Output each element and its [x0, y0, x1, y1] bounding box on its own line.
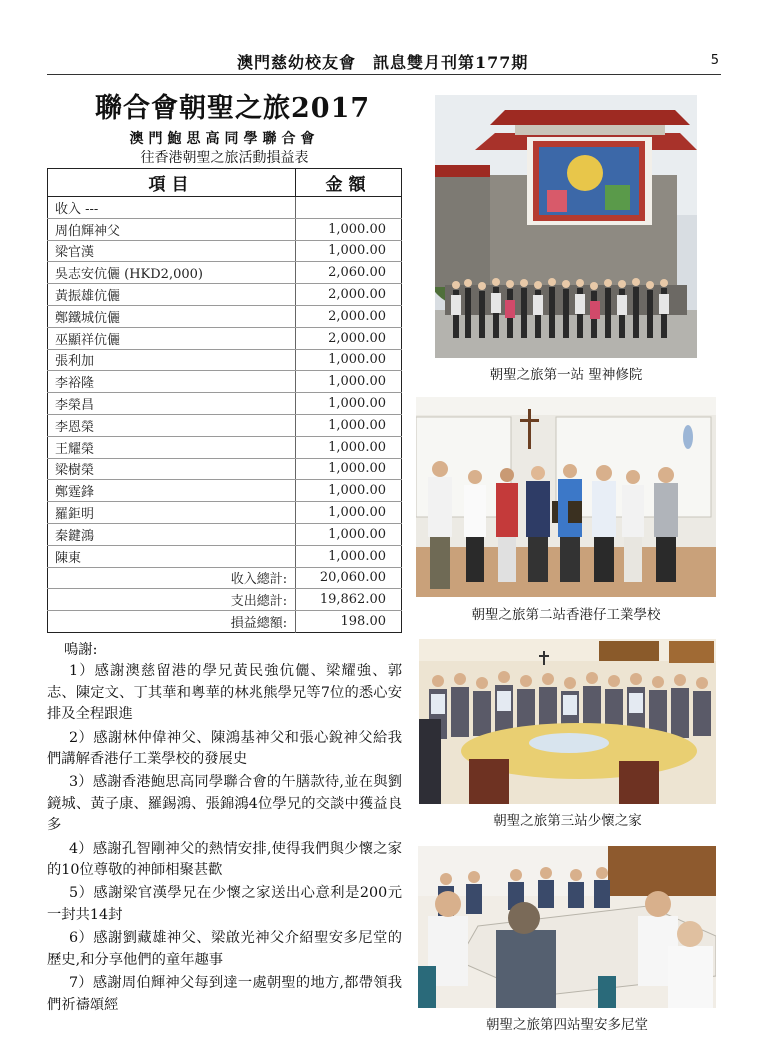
donation-amount: 1,000.00 — [296, 218, 402, 240]
article-title: 聯合會朝聖之旅2017 — [95, 93, 371, 124]
section-label: 收入 --- — [48, 197, 296, 219]
dining-illustration — [419, 639, 716, 804]
acknowledgement-item: 1）感謝澳慈留港的學兄黃民強伉儷、梁耀強、郭志、陳定文、丁其華和粵華的林兆熊學兄等7位的悉心安排及全程跟進 — [47, 663, 402, 723]
donation-amount: 1,000.00 — [296, 545, 402, 567]
donor-name: 黃振雄伉儷 — [48, 284, 296, 306]
donation-amount: 1,000.00 — [296, 523, 402, 545]
photo-caption: 朝聖之旅第一站 聖神修院 — [489, 367, 643, 383]
total-row — [48, 567, 402, 589]
donation-amount: 1,000.00 — [296, 393, 402, 415]
acknowledgement-item: 4）感謝孔智剛神父的熱情安排,使得我們與少懷之家的10位尊敬的神師相聚甚歡 — [47, 840, 402, 879]
donor-name: 巫顯祥伉儷 — [48, 327, 296, 349]
total-expense-amount: 19,862.00 — [296, 589, 402, 611]
total-row — [48, 611, 402, 633]
photo-meeting-group — [418, 846, 716, 1008]
donation-amount: 1,000.00 — [296, 480, 402, 502]
column-header-amount: 金額 — [296, 169, 402, 197]
table-row — [48, 480, 402, 502]
donation-amount: 1,000.00 — [296, 349, 402, 371]
page-number: 5 — [710, 53, 719, 68]
table-row — [48, 393, 402, 415]
school-illustration — [416, 397, 716, 597]
donor-name: 鄭鐵城伉儷 — [48, 305, 296, 327]
donation-amount: 1,000.00 — [296, 414, 402, 436]
donation-amount: 1,000.00 — [296, 502, 402, 524]
donor-name: 李裕隆 — [48, 371, 296, 393]
table-row — [48, 414, 402, 436]
table-row — [48, 284, 402, 306]
income-statement-table — [47, 168, 402, 633]
donor-name: 鄭霆鋒 — [48, 480, 296, 502]
net-result-amount: 198.00 — [296, 611, 402, 633]
table-row — [48, 218, 402, 240]
donor-name: 李榮昌 — [48, 393, 296, 415]
acknowledgement-item: 6）感謝劉藏雄神父、梁啟光神父介紹聖安多尼堂的歷史,和分享他們的童年趣事 — [47, 930, 402, 968]
donation-amount: 2,060.00 — [296, 262, 402, 284]
donation-amount: 1,000.00 — [296, 240, 402, 262]
donor-name: 李恩榮 — [48, 414, 296, 436]
table-row — [48, 371, 402, 393]
empty-cell — [296, 197, 402, 219]
donor-name: 秦鍵鴻 — [48, 523, 296, 545]
acknowledgement-item: 2）感謝林仲偉神父、陳鴻基神父和張心銳神父給我們講解香港仔工業學校的發展史 — [47, 729, 402, 768]
column-header-item: 項目 — [48, 169, 296, 197]
table-row — [48, 305, 402, 327]
table-row — [48, 327, 402, 349]
table-row — [48, 436, 402, 458]
photo-school-group — [416, 397, 716, 597]
page-header — [47, 50, 721, 75]
donor-name: 羅鉅明 — [48, 502, 296, 524]
donor-name: 張利加 — [48, 349, 296, 371]
newsletter-title: 澳門慈幼校友會 訊息雙月刊第177期 — [237, 53, 529, 72]
organization-name: 澳門鮑思高同學聯合會 — [129, 131, 320, 147]
donation-amount: 2,000.00 — [296, 284, 402, 306]
acknowledgement-item: 3）感謝香港鮑思高同學聯合會的午膳款待,並在與劉鏡城、黃子康、羅錫鴻、張錦鴻4位學兄的交談中獲益良多 — [47, 774, 402, 834]
table-row — [48, 458, 402, 480]
photo-seminary-group — [435, 95, 697, 358]
statement-title: 往香港朝聖之旅活動損益表 — [140, 150, 309, 166]
donation-amount: 1,000.00 — [296, 458, 402, 480]
donation-amount: 2,000.00 — [296, 305, 402, 327]
donor-name: 梁官漢 — [48, 240, 296, 262]
acknowledgement-item: 5）感謝梁官漢學兄在少懷之家送出心意利是200元一封共14封 — [47, 885, 402, 923]
total-expense-label: 支出總計: — [48, 589, 296, 611]
table-row — [48, 262, 402, 284]
donor-name: 陳東 — [48, 545, 296, 567]
total-income-label: 收入總計: — [48, 567, 296, 589]
donor-name: 周伯輝神父 — [48, 218, 296, 240]
donation-amount: 2,000.00 — [296, 327, 402, 349]
donor-name: 王耀榮 — [48, 436, 296, 458]
table-row — [48, 240, 402, 262]
seminary-illustration — [435, 95, 697, 358]
acknowledgements — [47, 640, 402, 1018]
meeting-illustration — [418, 846, 716, 1008]
acknowledgements-heading: 鳴謝: — [64, 642, 98, 658]
acknowledgement-item: 7）感謝周伯輝神父每到達一處朝聖的地方,都帶領我們祈禱頌經 — [47, 975, 402, 1013]
table-row — [48, 523, 402, 545]
donor-name: 梁樹榮 — [48, 458, 296, 480]
donation-amount: 1,000.00 — [296, 371, 402, 393]
net-result-label: 損益總額: — [230, 616, 288, 632]
table-row — [48, 197, 402, 219]
table-header-row — [48, 169, 402, 197]
table-row — [48, 349, 402, 371]
table-row — [48, 545, 402, 567]
photo-caption: 朝聖之旅第四站聖安多尼堂 — [486, 1017, 648, 1033]
donation-amount: 1,000.00 — [296, 436, 402, 458]
total-row — [48, 589, 402, 611]
photo-dining-group — [419, 639, 716, 804]
table-row — [48, 502, 402, 524]
photo-caption: 朝聖之旅第二站香港仔工業學校 — [471, 607, 661, 623]
donor-name: 吳志安伉儷 (HKD2,000) — [48, 262, 296, 284]
photo-caption: 朝聖之旅第三站少懷之家 — [493, 813, 642, 829]
total-income-amount: 20,060.00 — [296, 567, 402, 589]
